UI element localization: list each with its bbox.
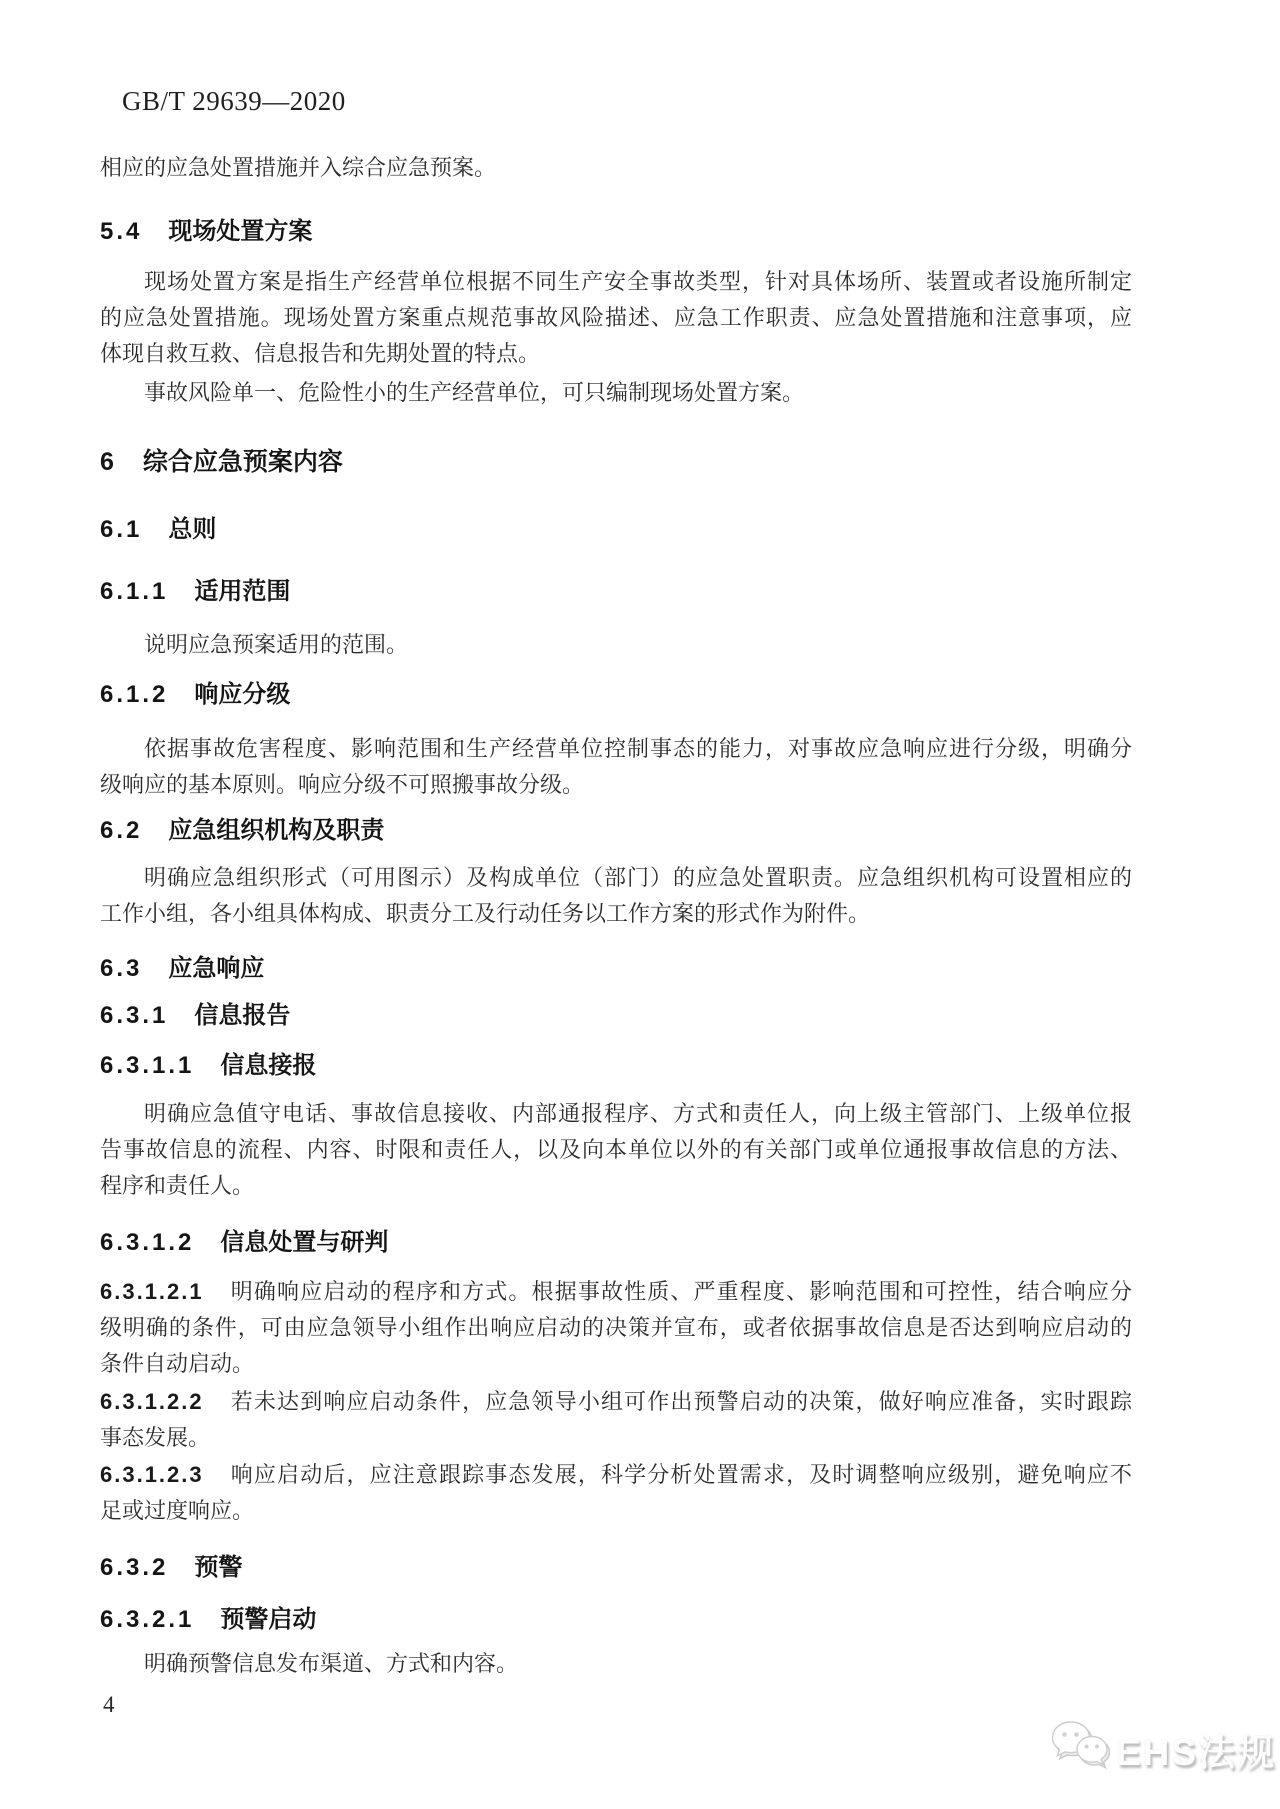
text-line: 条件自动启动。 [100, 1351, 255, 1376]
clause-6-3-1-2-2 [100, 1384, 1132, 1456]
text-line: 事态发展。 [100, 1425, 211, 1450]
clause-number: 6.3.1.2.1 [100, 1279, 204, 1304]
paragraph-6-3-2-1-body [100, 1646, 1132, 1682]
section-number: 6.3 [100, 955, 143, 982]
text-line: 依据事故危害程度、影响范围和生产经营单位控制事态的能力，对事故应急响应进行分级，明确分 [144, 736, 1132, 761]
text-line: 6.3.1.2.3 响应启动后，应注意跟踪事态发展，科学分析处置需求，及时调整响应级别，避免响应不 [100, 1462, 1132, 1487]
text-line: 6.3.1.2.1 明确响应启动的程序和方式。根据事故性质、严重程度、影响范围和可控性，结合响应分 [100, 1279, 1132, 1304]
section-title: 预警 [194, 1554, 243, 1581]
section-heading-6-1-1 [100, 576, 1132, 608]
standard-number-header: GB/T 29639—2020 [122, 86, 346, 116]
paragraph-intro-continuation [100, 150, 1132, 186]
section-title: 信息接报 [220, 1052, 317, 1079]
paragraph-6-2-body [100, 860, 1132, 932]
text-line: 级明确的条件，可由应急领导小组作出响应启动的决策并宣布，或者依据事故信息是否达到响应启动的 [100, 1315, 1132, 1340]
wechat-icon [1048, 1720, 1110, 1777]
section-title: 应急组织机构及职责 [168, 817, 385, 844]
text-line: 体现自救互救、信息报告和先期处置的特点。 [100, 341, 541, 366]
clause-number: 6.3.1.2.2 [100, 1389, 204, 1414]
text-line: 现场处置方案是指生产经营单位根据不同生产安全事故类型，针对具体场所、装置或者设施所制定 [144, 269, 1132, 294]
text-line: 6.3.1.2.2 若未达到响应启动条件，应急领导小组可作出预警启动的决策，做好响应准备，实时跟踪 [100, 1389, 1132, 1414]
section-title: 适用范围 [194, 578, 291, 605]
paragraph-6-1-1-body [100, 627, 1132, 663]
text-line: 工作小组，各小组具体构成、职责分工及行动任务以工作方案的形式作为附件。 [100, 901, 871, 926]
section-heading-6-1 [100, 514, 1132, 546]
section-title: 总则 [168, 516, 217, 543]
section-number: 6.1.1 [100, 578, 169, 605]
text-line: 级响应的基本原则。响应分级不可照搬事故分级。 [100, 772, 585, 797]
section-number: 6.3.1 [100, 1002, 169, 1029]
chapter-title: 综合应急预案内容 [142, 448, 343, 476]
text-line: 的应急处置措施。现场处置方案重点规范事故风险描述、应急工作职责、应急处置措施和注意事项，应 [100, 305, 1132, 330]
text-line: 告事故信息的流程、内容、时限和责任人，以及向本单位以外的有关部门或单位通报事故信息的方法、 [100, 1137, 1132, 1162]
section-heading-6-2 [100, 815, 1132, 847]
section-number: 6.1 [100, 516, 143, 543]
section-title: 现场处置方案 [168, 218, 313, 245]
section-heading-6-3 [100, 953, 1132, 985]
section-number: 5.4 [100, 218, 143, 245]
section-number: 6.3.1.2 [100, 1229, 195, 1256]
chapter-heading-6 [100, 446, 1132, 478]
section-number: 6.2 [100, 817, 143, 844]
chapter-number: 6 [100, 448, 117, 476]
section-number: 6.3.2 [100, 1554, 169, 1581]
section-heading-5-4 [100, 216, 1132, 248]
section-title: 预警启动 [220, 1606, 317, 1633]
text-line: 足或过度响应。 [100, 1498, 255, 1523]
clause-6-3-1-2-3 [100, 1457, 1132, 1529]
text-line: 明确应急值守电话、事故信息接收、内部通报程序、方式和责任人，向上级主管部门、上级单位报 [144, 1101, 1132, 1126]
section-heading-6-3-2-1 [100, 1604, 1132, 1636]
section-heading-6-3-1-2 [100, 1227, 1132, 1259]
section-title: 信息处置与研判 [220, 1229, 389, 1256]
section-heading-6-3-1-1 [100, 1050, 1132, 1082]
section-number: 6.3.1.1 [100, 1052, 195, 1079]
paragraph-5-4-body [100, 264, 1132, 372]
text-line: 说明应急预案适用的范围。 [144, 632, 409, 657]
paragraph-5-4-note [100, 375, 1132, 411]
paragraph-6-3-1-1-body [100, 1096, 1132, 1204]
section-number: 6.1.2 [100, 681, 169, 708]
section-heading-6-3-2 [100, 1552, 1132, 1584]
page-number: 4 [103, 1692, 115, 1717]
section-heading-6-3-1 [100, 1000, 1132, 1032]
paragraph-6-1-2-body [100, 731, 1132, 803]
text-line: 明确预警信息发布渠道、方式和内容。 [144, 1651, 519, 1676]
section-title: 响应分级 [194, 681, 291, 708]
text-line: 事故风险单一、危险性小的生产经营单位，可只编制现场处置方案。 [144, 380, 805, 405]
section-number: 6.3.2.1 [100, 1606, 195, 1633]
text-line: 明确应急组织形式（可用图示）及构成单位（部门）的应急处置职责。应急组织机构可设置相应的 [144, 865, 1132, 890]
text-line: 程序和责任人。 [100, 1173, 255, 1198]
watermark [1048, 1720, 1276, 1777]
section-title: 信息报告 [194, 1002, 291, 1029]
section-heading-6-1-2 [100, 679, 1132, 711]
watermark-label: EHS法规 [1116, 1731, 1277, 1773]
clause-number: 6.3.1.2.3 [100, 1462, 204, 1487]
clause-6-3-1-2-1 [100, 1274, 1132, 1382]
text-line: 相应的应急处置措施并入综合应急预案。 [100, 155, 497, 180]
section-title: 应急响应 [168, 955, 265, 982]
